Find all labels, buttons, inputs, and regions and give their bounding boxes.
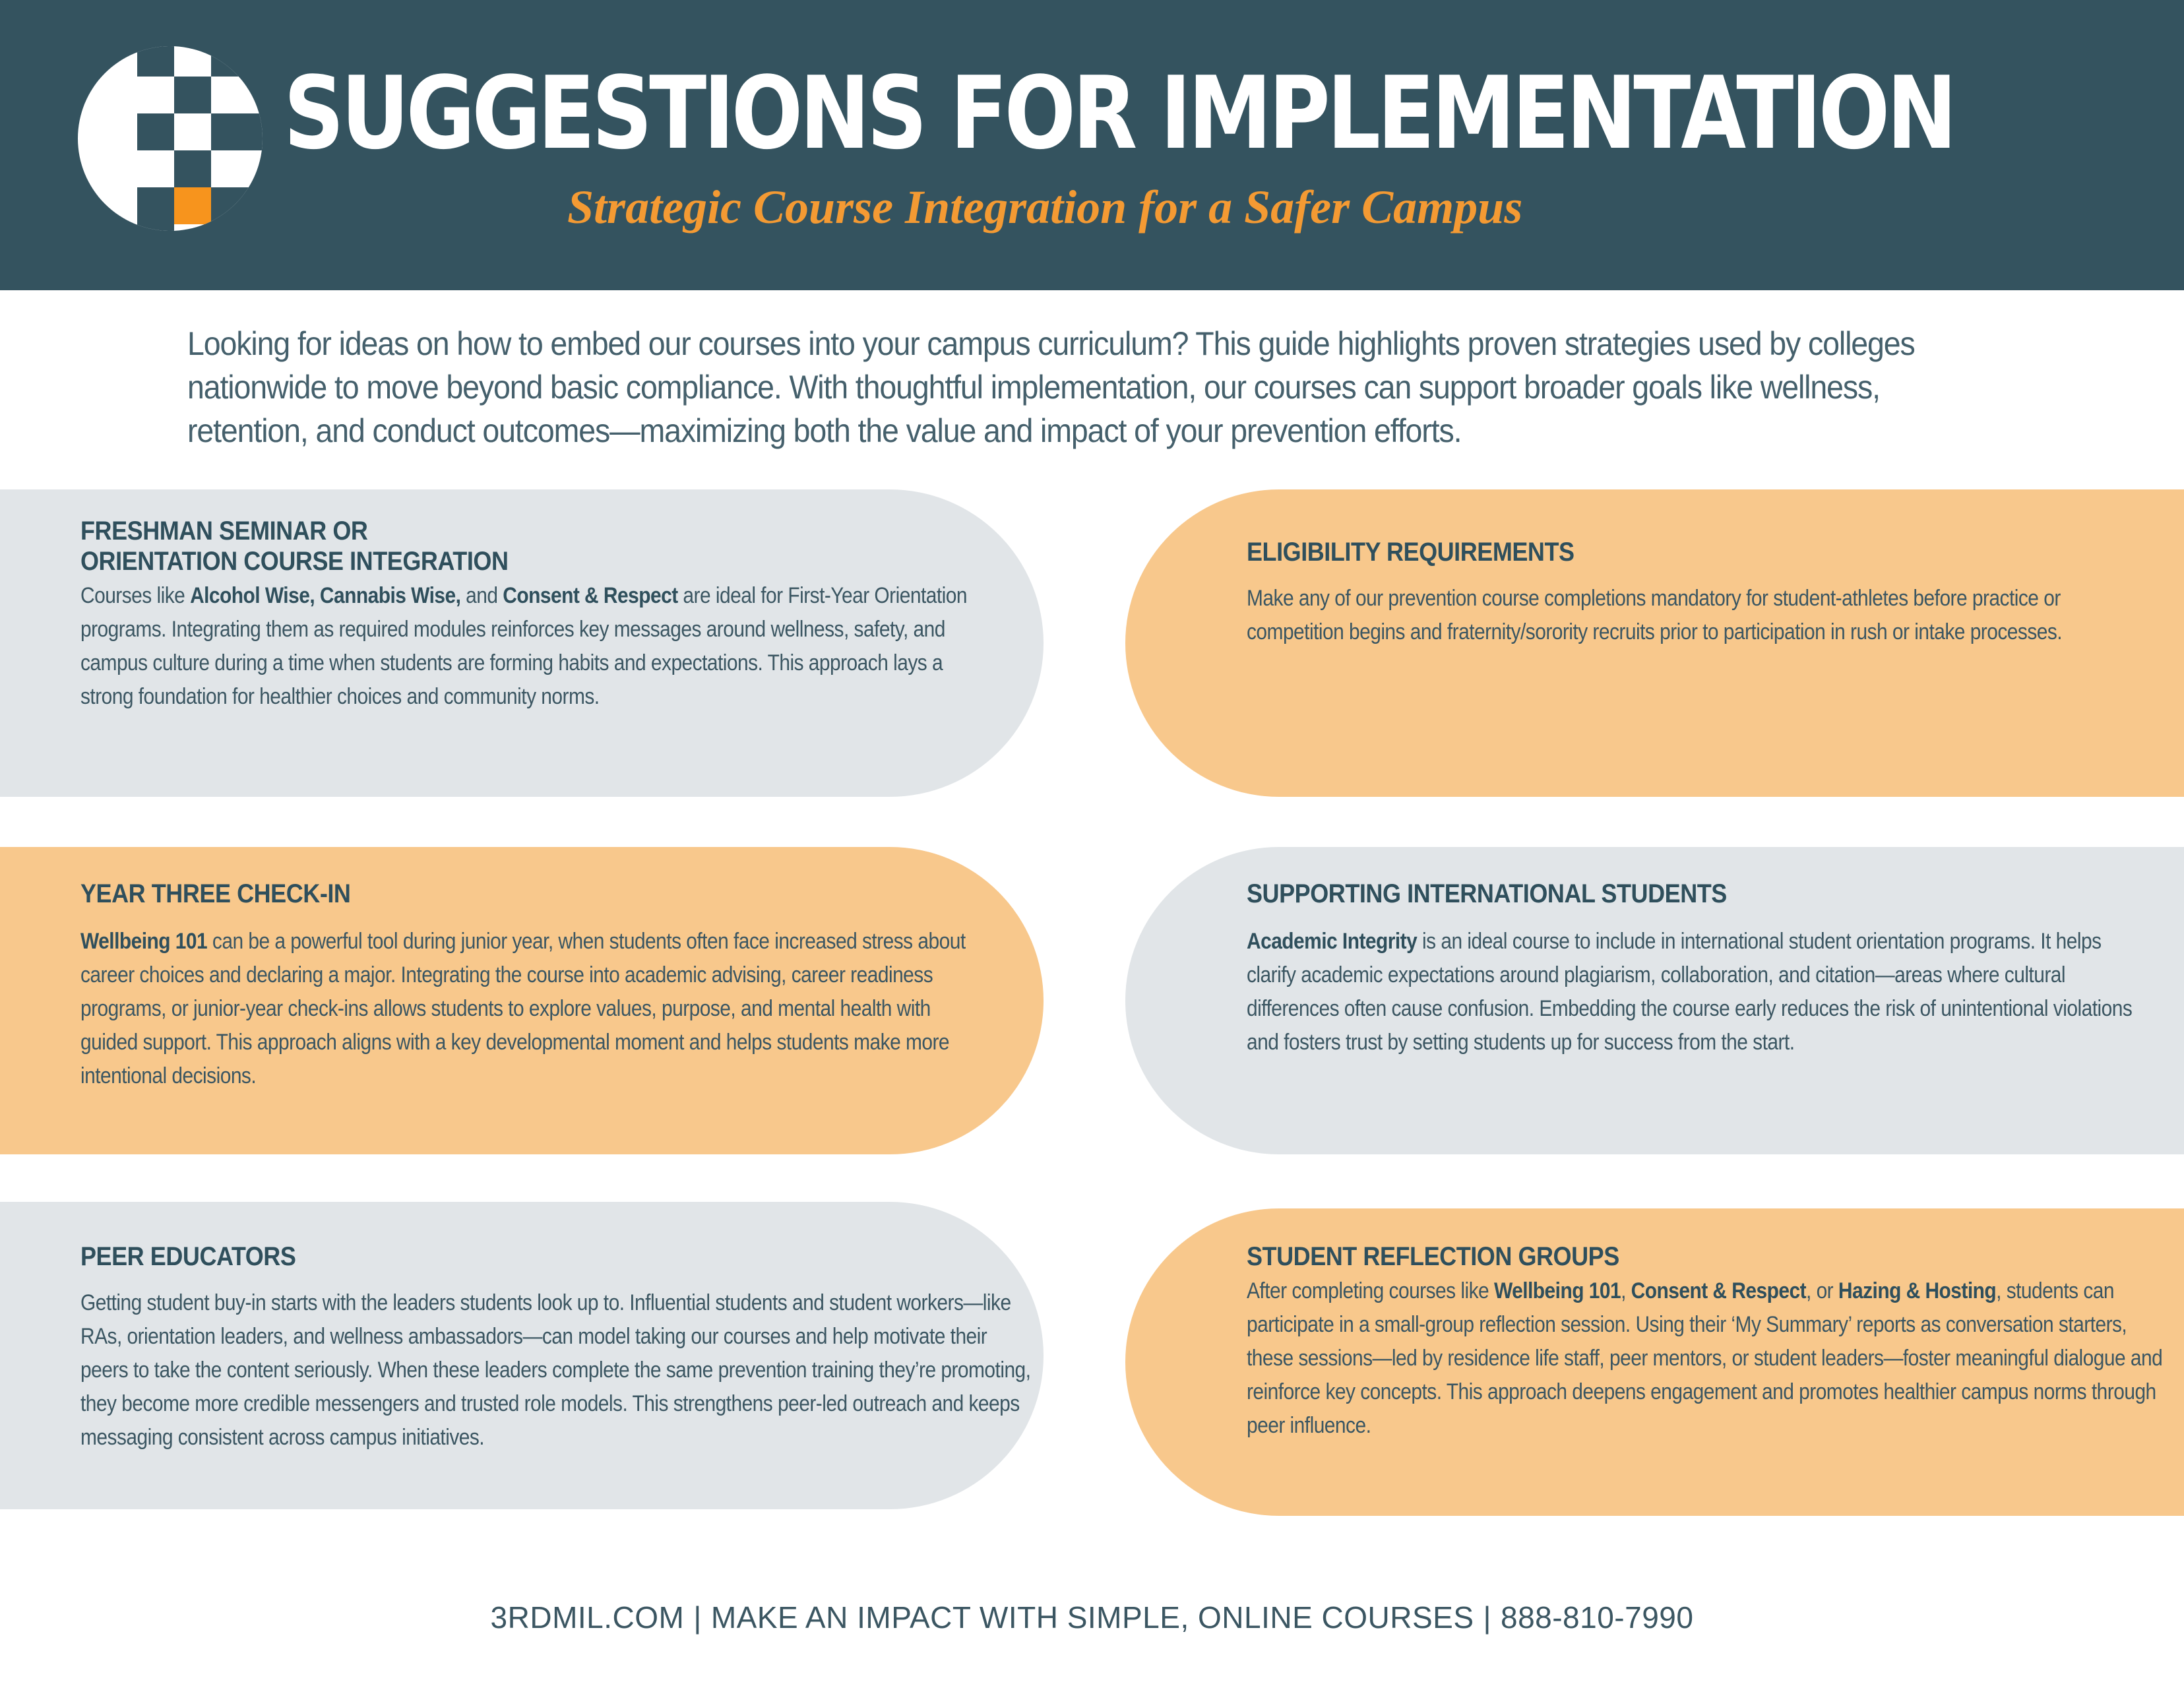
- card-title: SUPPORTING INTERNATIONAL STUDENTS: [1247, 879, 1727, 908]
- card-body: [80, 925, 986, 1093]
- body-text: can be a powerful tool during junior year, when students often face increased stress about career choices and declaring a major. Integrating the course into academic advising, career readiness programs, or junior-year check-ins allows students to explore values, purpose, and mental health with guided support. This approach aligns with a key developmental moment and helps students make more intentional decisions.: [80, 929, 966, 1088]
- card-body: [1247, 925, 2135, 1059]
- body-text: and: [460, 583, 503, 608]
- card-title-line2: ORIENTATION COURSE INTEGRATION: [80, 547, 509, 576]
- course-name: Academic Integrity: [1247, 929, 1418, 954]
- card-title: [80, 516, 508, 577]
- card-body: [1247, 1274, 2175, 1443]
- card-freshman-seminar: [0, 489, 1044, 797]
- body-text: are ideal for First-Year Orientation programs. Integrating them as required modules reinforces key messages around wellness, safety, and campus culture during a time when students are forming habits and expectations. This approach lays a strong foundation for healthier choices and community norms.: [80, 583, 967, 709]
- logo-icon: [78, 46, 263, 231]
- card-title-line1: FRESHMAN SEMINAR OR: [80, 516, 368, 546]
- footer-website[interactable]: 3RDMIL.COM: [490, 1600, 685, 1635]
- card-reflection-groups: [1125, 1208, 2184, 1516]
- body-text: , or: [1806, 1278, 1838, 1303]
- header-banner: [0, 0, 2184, 290]
- course-name: Alcohol Wise, Cannabis Wise,: [190, 583, 461, 608]
- card-title: STUDENT REFLECTION GROUPS: [1247, 1242, 1619, 1271]
- card-body: [80, 579, 974, 714]
- body-text: , students can participate in a small-group reflection session. Using their ‘My Summary’ reports as conversation starters, these sessions—led by residence life staff, peer mentors, or student leaders—foster meaningful dialogue and reinforce key concepts. This approach deepens engagement and promotes healthier campus norms through peer influence.: [1247, 1278, 2163, 1438]
- footer-phone[interactable]: 888-810-7990: [1500, 1600, 1694, 1635]
- course-name: Hazing & Hosting: [1838, 1278, 1997, 1303]
- course-name: Wellbeing 101: [1493, 1278, 1621, 1303]
- body-text: is an ideal course to include in international student orientation programs. It helps clarify academic expectations around plagiarism, collaboration, and citation—areas where cultural differences often cause confusion. Embedding the course early reduces the risk of unintentional violations and fosters trust by setting students up for success from the start.: [1247, 929, 2133, 1055]
- footer: [0, 1600, 2184, 1635]
- card-international-students: [1125, 847, 2184, 1154]
- card-year-three: [0, 847, 1044, 1154]
- course-name: Consent & Respect: [503, 583, 678, 608]
- card-body: Make any of our prevention course completions mandatory for student-athletes before practice or competition begins and fraternity/sorority recruits prior to participation in rush or intake processes.: [1247, 586, 2063, 644]
- card-title: ELIGIBILITY REQUIREMENTS: [1247, 538, 1575, 567]
- page-title: SUGGESTIONS FOR IMPLEMENTATION: [284, 55, 1954, 172]
- body-text: ,: [1621, 1278, 1631, 1303]
- intro-paragraph: Looking for ideas on how to embed our courses into your campus curriculum? This guide highlights proven strategies used by colleges nationwide to move beyond basic compliance. With thoughtful implementation, our courses can support broader goals like wellness, retention, and conduct outcomes—maximizing both the value and impact of your prevention efforts.: [187, 325, 1915, 449]
- course-name: Wellbeing 101: [80, 929, 208, 954]
- body-text: After completing courses like: [1247, 1278, 1494, 1303]
- card-peer-educators: [0, 1202, 1044, 1509]
- footer-separator: |: [693, 1600, 702, 1635]
- card-eligibility: [1125, 489, 2184, 797]
- footer-tagline: MAKE AN IMPACT WITH SIMPLE, ONLINE COURSES: [710, 1600, 1474, 1635]
- card-title: PEER EDUCATORS: [80, 1242, 296, 1271]
- card-title: YEAR THREE CHECK-IN: [80, 879, 351, 908]
- footer-separator: |: [1483, 1600, 1491, 1635]
- course-name: Consent & Respect: [1631, 1278, 1807, 1303]
- page-subtitle: Strategic Course Integration for a Safer Campus: [567, 181, 1523, 234]
- body-text: Courses like: [80, 583, 191, 608]
- card-body: Getting student buy-in starts with the leaders students look up to. Influential students and student workers—like RAs, orientation leaders, and wellness ambassadors—can model taking our courses and help motivate their peers to take the content seriously. When these leaders complete the same prevention training they’re promoting, they become more credible messengers and trusted role models. This strengthens peer-led outreach and keeps messaging consistent across campus initiatives.: [80, 1290, 1031, 1450]
